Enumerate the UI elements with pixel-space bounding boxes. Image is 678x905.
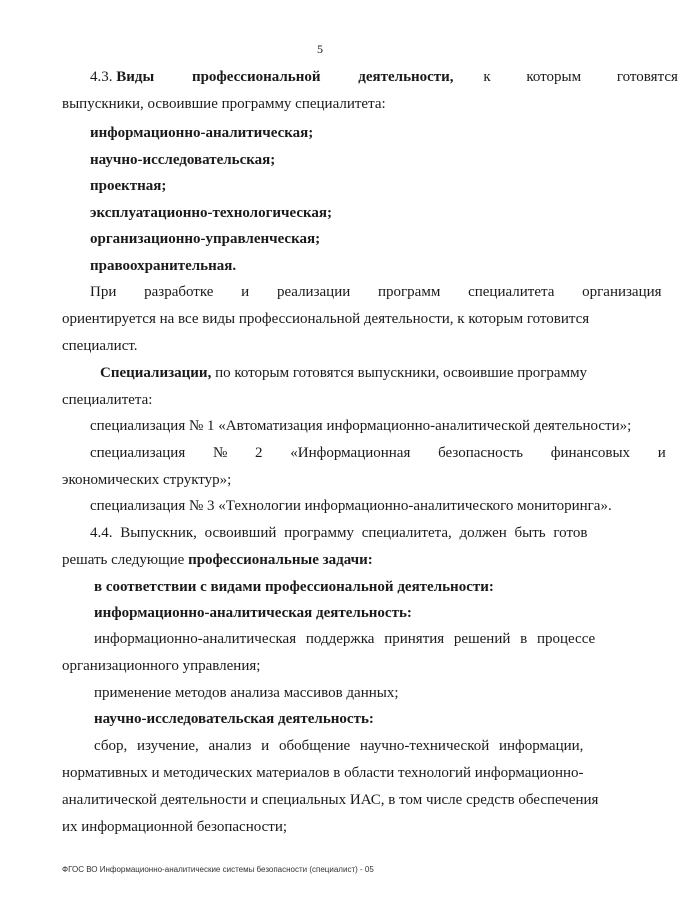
development-paragraph-line-2: ориентируется на все виды профессиональной деятельности, к которым готовится xyxy=(62,311,590,327)
section-4-4-line-2 xyxy=(62,551,373,569)
task-decision-support-line-1: информационно-аналитическая поддержка принятия решений в процессе xyxy=(94,631,596,647)
specialization-1: специализация № 1 «Автоматизация информационно-аналитической деятельности»; xyxy=(90,418,632,434)
section-number: 4.3. xyxy=(90,69,113,85)
specializations-continuation: специалитета: xyxy=(62,392,153,408)
activity-type-5: организационно-управленческая; xyxy=(90,231,321,247)
task-data-analysis: применение методов анализа массивов данных; xyxy=(94,685,399,701)
research-activity-heading: научно-исследовательская деятельность: xyxy=(94,711,374,727)
page-footer: ФГОС ВО Информационно-аналитические системы безопасности (специалист) - 05 xyxy=(62,865,374,874)
research-task-line-1: сбор, изучение, анализ и обобщение научно-технической информации, xyxy=(94,738,584,754)
research-task-line-2: нормативных и методических материалов в области технологий информационно- xyxy=(62,765,584,781)
specialization-2-line-2: экономических структур»; xyxy=(62,472,232,488)
specialization-3: специализация № 3 «Технологии информационно-аналитического мониторинга». xyxy=(90,498,612,514)
specializations-title-tail: по которым готовятся выпускники, освоившие программу xyxy=(215,365,588,381)
research-task-line-4: их информационной безопасности; xyxy=(62,819,288,835)
specialization-2-line-1: специализация № 2 «Информационная безопасность финансовых и xyxy=(90,445,666,461)
info-analytic-activity-heading: информационно-аналитическая деятельность: xyxy=(94,605,412,621)
activity-type-1: информационно-аналитическая; xyxy=(90,125,314,141)
specializations-title: Специализации, xyxy=(100,365,212,381)
research-task-line-3: аналитической деятельности и специальных ИАС, в том числе средств обеспечения xyxy=(62,792,599,808)
section-4-4-lead: решать следующие xyxy=(62,552,185,568)
activity-type-3: проектная; xyxy=(90,178,167,194)
tasks-by-activity-heading: в соответствии с видами профессиональной деятельности: xyxy=(94,579,494,595)
activity-type-4: эксплуатационно-технологическая; xyxy=(90,205,333,221)
section-4-3-heading xyxy=(90,68,678,86)
activity-type-6: правоохранительная. xyxy=(90,258,237,274)
development-paragraph-line-3: специалист. xyxy=(62,338,138,354)
task-decision-support-line-2: организационного управления; xyxy=(62,658,261,674)
section-title-tail: к которым готовятся xyxy=(483,69,678,85)
specializations-heading xyxy=(100,364,587,382)
section-title: Виды профессиональной деятельности, xyxy=(116,69,454,85)
section-4-4-line-1: 4.4. Выпускник, освоивший программу специалитета, должен быть готов xyxy=(90,525,588,541)
activity-type-2: научно-исследовательская; xyxy=(90,152,276,168)
development-paragraph-line-1: При разработке и реализации программ специалитета организация xyxy=(90,284,662,300)
section-4-3-continuation: выпускники, освоившие программу специалитета: xyxy=(62,96,386,112)
page-number: 5 xyxy=(317,42,323,56)
professional-tasks-heading: профессиональные задачи: xyxy=(188,552,373,568)
